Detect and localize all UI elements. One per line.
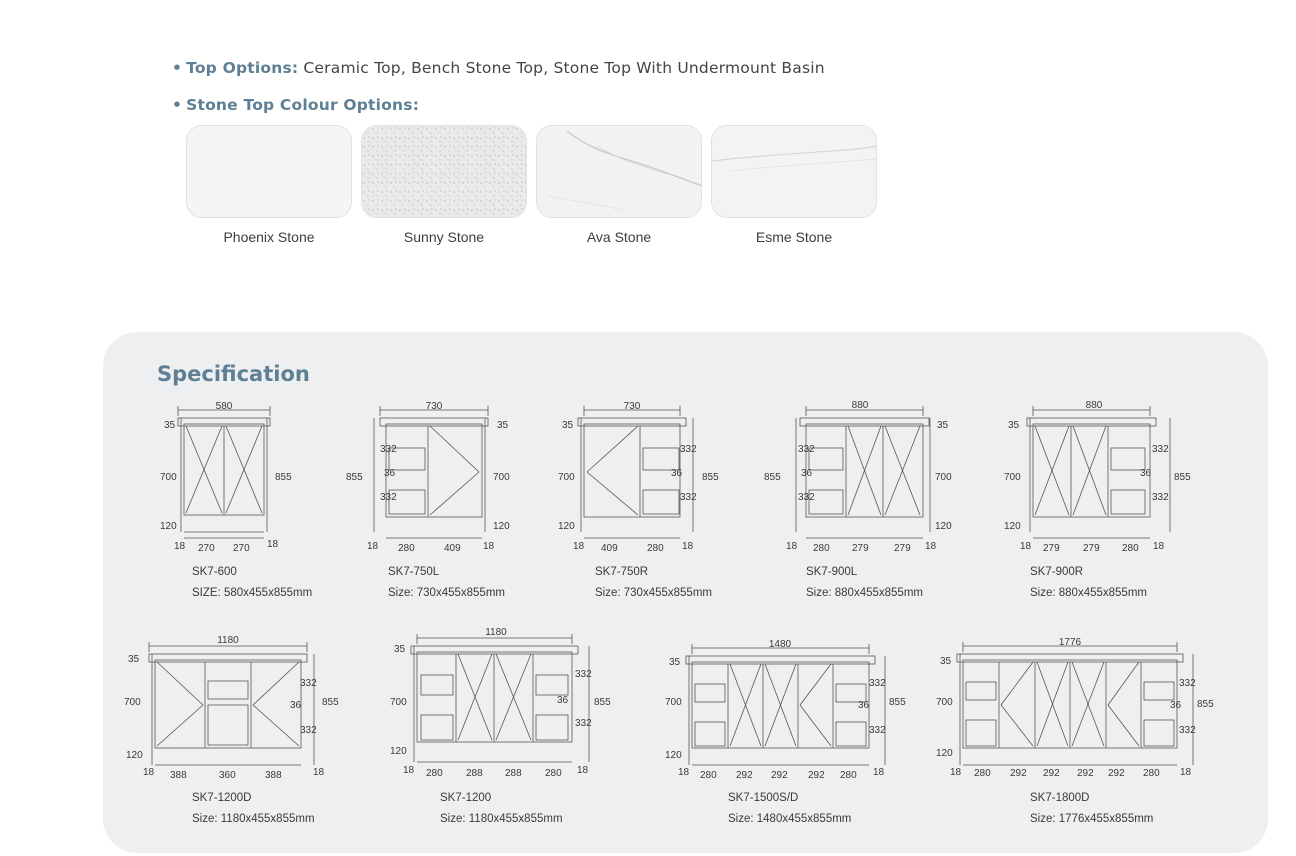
bullet-dot: • <box>172 59 183 77</box>
dim-label: 36 <box>290 700 302 711</box>
dim-label: 270 <box>233 543 250 554</box>
dim-label: 700 <box>665 697 682 708</box>
dim-label: 280 <box>813 543 830 554</box>
dim-label: 700 <box>558 472 575 483</box>
dim-label: 700 <box>936 697 953 708</box>
dim-label: 35 <box>1008 420 1020 431</box>
dim-label: 120 <box>160 521 177 532</box>
specification-title: Specification <box>157 362 310 386</box>
dim-label: 292 <box>1010 768 1027 779</box>
dim-label: 388 <box>170 770 187 781</box>
colour-options-key: Stone Top Colour Options: <box>186 96 420 114</box>
dim-label: 18 <box>577 765 589 776</box>
dim-label: 35 <box>128 654 140 665</box>
dim-label: 855 <box>275 472 292 483</box>
dim-label: 18 <box>403 765 415 776</box>
dim-label: 36 <box>384 468 396 479</box>
model-code: SK7-1500S/D <box>728 792 799 804</box>
model-sk7-750r <box>595 562 712 604</box>
dim-label: 332 <box>1152 492 1169 503</box>
dim-label: 18 <box>682 541 694 552</box>
model-size: Size: 730x455x855mm <box>595 587 712 599</box>
dim-label: 1180 <box>485 627 507 638</box>
dim-label: 332 <box>300 678 317 689</box>
dim-label: 332 <box>869 678 886 689</box>
dim-label: 36 <box>1140 468 1152 479</box>
dim-label: 700 <box>935 472 952 483</box>
dim-label: 280 <box>974 768 991 779</box>
dim-label: 18 <box>786 541 798 552</box>
model-sk7-1800d <box>1030 788 1153 830</box>
model-code: SK7-900L <box>806 566 858 578</box>
model-size: Size: 1776x455x855mm <box>1030 813 1154 825</box>
dim-label: 855 <box>594 697 611 708</box>
dim-label: 409 <box>601 543 618 554</box>
top-options-value: Ceramic Top, Bench Stone Top, Stone Top With Undermount Basin <box>298 59 825 77</box>
dim-label: 332 <box>575 669 592 680</box>
dim-label: 700 <box>124 697 141 708</box>
dim-label: 730 <box>425 401 443 412</box>
dim-label: 855 <box>346 472 363 483</box>
dim-label: 700 <box>493 472 510 483</box>
dim-label: 280 <box>1122 543 1139 554</box>
dim-label: 280 <box>700 770 717 781</box>
dim-label: 18 <box>1153 541 1165 552</box>
model-sk7-1200d <box>192 788 315 830</box>
dim-label: 332 <box>680 444 697 455</box>
dim-label: 35 <box>394 644 406 655</box>
dim-label: 1480 <box>768 639 792 650</box>
dim-label: 18 <box>313 767 325 778</box>
dim-label: 332 <box>1179 678 1196 689</box>
dim-label: 18 <box>573 541 585 552</box>
dim-label: 332 <box>798 444 815 455</box>
model-size: Size: 880x455x855mm <box>1030 587 1147 599</box>
dim-label: 18 <box>143 767 155 778</box>
dim-label: 1776 <box>1058 637 1082 648</box>
dim-label: 280 <box>545 768 562 779</box>
dim-label: 18 <box>367 541 379 552</box>
drawing-sk7-600 <box>178 406 270 538</box>
dim-label: 35 <box>937 420 949 431</box>
dim-label: 332 <box>300 725 317 736</box>
model-sk7-1200 <box>440 788 563 830</box>
dim-label: 35 <box>497 420 509 431</box>
dim-label: 332 <box>575 718 592 729</box>
model-code: SK7-600 <box>192 566 237 578</box>
dim-label: 280 <box>398 543 415 554</box>
dim-label: 279 <box>894 543 911 554</box>
model-size: Size: 1480x455x855mm <box>728 813 852 825</box>
dim-label: 292 <box>736 770 753 781</box>
model-code: SK7-1200 <box>440 792 492 804</box>
drawing-sk7-900l <box>796 406 930 538</box>
dim-label: 855 <box>889 697 906 708</box>
dim-label: 280 <box>647 543 664 554</box>
dim-label: 120 <box>126 750 143 761</box>
dim-label: 880 <box>1085 400 1103 411</box>
dim-label: 855 <box>702 472 719 483</box>
dim-label: 332 <box>380 492 397 503</box>
dim-label: 18 <box>1180 767 1192 778</box>
dim-label: 292 <box>808 770 825 781</box>
dim-label: 35 <box>164 420 176 431</box>
model-code: SK7-1800D <box>1030 792 1090 804</box>
dim-label: 36 <box>557 695 569 706</box>
dim-label: 280 <box>426 768 443 779</box>
model-size: Size: 880x455x855mm <box>806 587 923 599</box>
dim-label: 18 <box>873 767 885 778</box>
dim-label: 332 <box>798 492 815 503</box>
model-sk7-600 <box>192 562 312 604</box>
model-sk7-900l <box>806 562 923 604</box>
model-code: SK7-750L <box>388 566 440 578</box>
model-sk7-750l <box>388 562 505 604</box>
model-sk7-900r <box>1030 562 1147 604</box>
swatch-label: Sunny Stone <box>403 229 485 245</box>
dim-label: 288 <box>505 768 522 779</box>
dim-label: 292 <box>1043 768 1060 779</box>
model-size: Size: 1180x455x855mm <box>192 813 315 825</box>
dim-label: 18 <box>483 541 495 552</box>
model-size: Size: 1180x455x855mm <box>440 813 563 825</box>
dim-label: 700 <box>390 697 407 708</box>
dim-label: 120 <box>493 521 510 532</box>
dim-label: 292 <box>1108 768 1125 779</box>
dim-label: 18 <box>267 539 279 550</box>
dim-label: 35 <box>669 657 681 668</box>
dim-label: 580 <box>215 401 233 412</box>
model-size: SIZE: 580x455x855mm <box>192 587 313 599</box>
dim-label: 279 <box>1083 543 1100 554</box>
dim-label: 332 <box>1179 725 1196 736</box>
dim-label: 700 <box>1004 472 1021 483</box>
dim-label: 120 <box>665 750 682 761</box>
dim-label: 730 <box>623 401 641 412</box>
dim-label: 855 <box>1174 472 1191 483</box>
dim-label: 388 <box>265 770 282 781</box>
dim-label: 18 <box>925 541 937 552</box>
dim-label: 855 <box>764 472 781 483</box>
dim-label: 332 <box>869 725 886 736</box>
dim-label: 880 <box>851 400 869 411</box>
dim-label: 332 <box>680 492 697 503</box>
dim-label: 1180 <box>217 635 239 646</box>
drawing-sk7-1500sd <box>686 644 885 765</box>
dim-label: 18 <box>950 767 962 778</box>
swatch-label: Esme Stone <box>755 229 833 245</box>
dim-label: 280 <box>840 770 857 781</box>
model-code: SK7-900R <box>1030 566 1084 578</box>
dim-label: 120 <box>558 521 575 532</box>
dim-label: 855 <box>1197 699 1214 710</box>
dim-label: 35 <box>940 656 952 667</box>
model-code: SK7-1200D <box>192 792 252 804</box>
dim-label: 120 <box>390 746 407 757</box>
dim-label: 35 <box>562 420 574 431</box>
dim-label: 700 <box>160 472 177 483</box>
model-code: SK7-750R <box>595 566 649 578</box>
dim-label: 855 <box>322 697 339 708</box>
dim-label: 288 <box>466 768 483 779</box>
dim-label: 120 <box>935 521 952 532</box>
drawing-sk7-1800d <box>957 642 1193 765</box>
dim-label: 120 <box>936 748 953 759</box>
dim-label: 36 <box>801 468 813 479</box>
dim-label: 292 <box>771 770 788 781</box>
dim-label: 279 <box>852 543 869 554</box>
top-options-key: Top Options: <box>186 59 299 77</box>
model-sk7-1500sd <box>728 788 851 830</box>
swatch-label: Ava Stone <box>586 229 652 245</box>
dim-label: 270 <box>198 543 215 554</box>
dim-label: 280 <box>1143 768 1160 779</box>
dim-label: 18 <box>1020 541 1032 552</box>
dim-label: 36 <box>858 700 870 711</box>
bullet-dot: • <box>172 96 183 114</box>
dim-label: 409 <box>444 543 461 554</box>
model-size: Size: 730x455x855mm <box>388 587 505 599</box>
swatch-label: Phoenix Stone <box>223 229 315 245</box>
dim-label: 360 <box>219 770 236 781</box>
dim-label: 36 <box>1170 700 1182 711</box>
dim-label: 36 <box>671 468 683 479</box>
dim-label: 18 <box>678 767 690 778</box>
dim-label: 332 <box>380 444 397 455</box>
dim-label: 279 <box>1043 543 1060 554</box>
dim-label: 292 <box>1077 768 1094 779</box>
dim-label: 332 <box>1152 444 1169 455</box>
dim-label: 18 <box>174 541 186 552</box>
dim-label: 120 <box>1004 521 1021 532</box>
